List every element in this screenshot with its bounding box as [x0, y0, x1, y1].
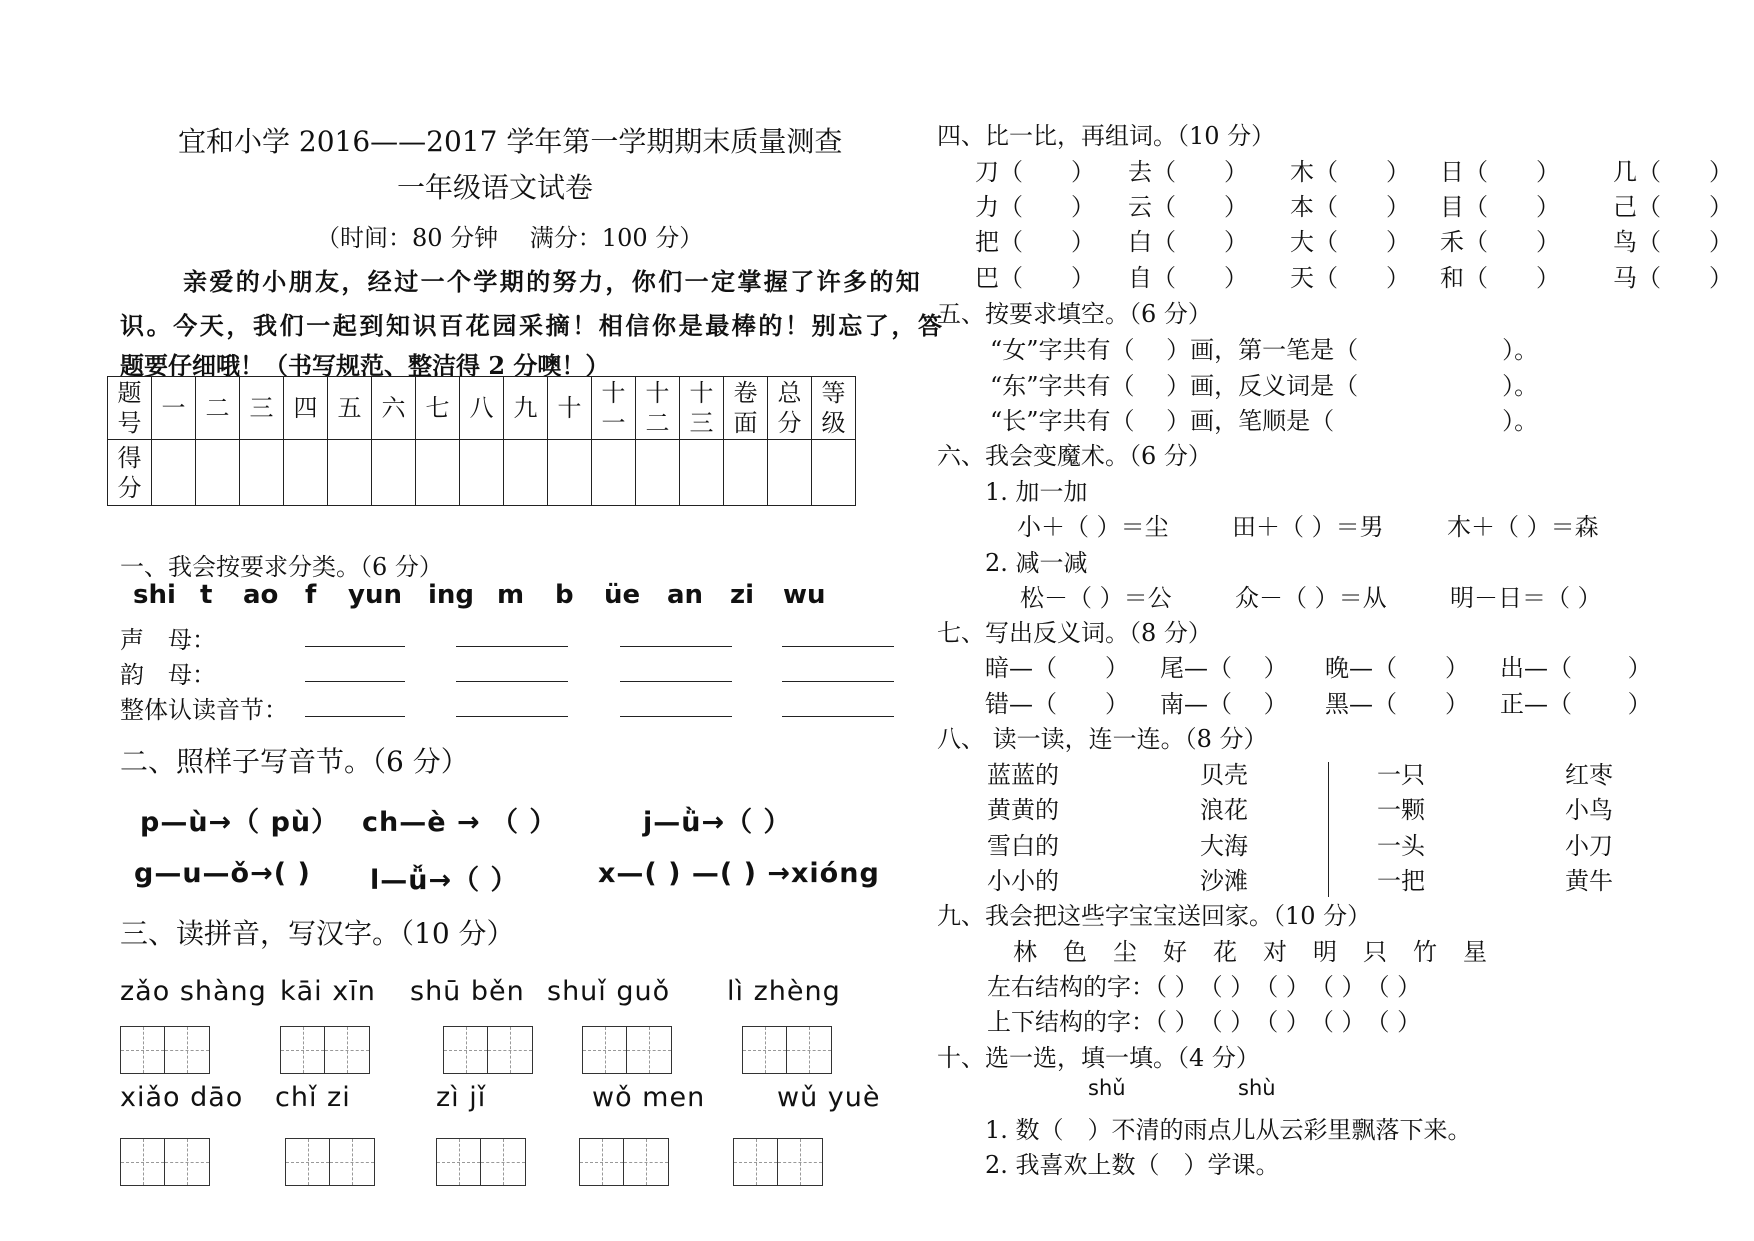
answer-line — [782, 681, 894, 682]
section-7-title: 七、写出反义词。（8 分） — [937, 619, 1212, 647]
answer-line — [620, 716, 732, 717]
score-header-cell: 三 — [240, 377, 284, 440]
grid-cell — [778, 1139, 822, 1185]
match-word: 黄牛 — [1565, 867, 1613, 895]
s9-chars: 林 色 尘 好 花 对 明 只 竹 星 — [1013, 938, 1488, 966]
word-pair-item: 己（ ） — [1613, 193, 1733, 221]
match-word: 小小的 — [987, 867, 1059, 895]
match-word: 红枣 — [1565, 761, 1613, 789]
pinyin-prompt: shuǐ guǒ — [547, 976, 671, 1007]
match-word: 一头 — [1377, 832, 1425, 860]
writing-grid — [436, 1138, 526, 1186]
answer-line — [782, 716, 894, 717]
antonym-item: 出—（ ） — [1500, 654, 1652, 682]
pinyin-prompt: wǒ men — [592, 1082, 706, 1113]
grid-cell — [580, 1139, 624, 1185]
score-header-cell: 九 — [504, 377, 548, 440]
grid-cell — [325, 1027, 369, 1073]
score-header-cell: 十二 — [636, 377, 680, 440]
score-header-cell: 二 — [196, 377, 240, 440]
score-cell — [196, 440, 240, 506]
pinyin-prompt: chǐ zi — [275, 1082, 351, 1113]
match-word: 一只 — [1377, 761, 1425, 789]
answer-line — [305, 646, 405, 647]
grid-cell — [787, 1027, 831, 1073]
pinyin-letter: üe — [604, 580, 641, 610]
intro-line-3: 题要仔细哦！（书写规范、整洁得 2 分噢！） — [120, 351, 610, 380]
word-pair-item: 马（ ） — [1613, 264, 1733, 292]
s6-sub-3-q: 明－日＝（ ） — [1450, 584, 1602, 612]
grid-cell — [165, 1139, 209, 1185]
match-word: 大海 — [1200, 832, 1248, 860]
answer-line — [456, 646, 568, 647]
score-cell — [328, 440, 372, 506]
word-pair-item: 云（ ） — [1128, 193, 1248, 221]
score-table — [107, 376, 856, 506]
section-1-title: 一、我会按要求分类。（6 分） — [120, 553, 443, 581]
s2-q4: l—ǚ→（ ） — [370, 865, 519, 896]
grid-cell — [583, 1027, 627, 1073]
intro-line-2: 识。今天，我们一起到知识百花园采摘！相信你是最棒的！别忘了，答 — [120, 311, 945, 340]
pinyin-letter: an — [667, 580, 704, 610]
match-word: 小鸟 — [1565, 796, 1613, 824]
word-pair-item: 白（ ） — [1128, 228, 1248, 256]
score-header-cell: 总分 — [768, 377, 812, 440]
score-cell — [636, 440, 680, 506]
match-word: 雪白的 — [987, 832, 1059, 860]
antonym-item: 黑—（ ） — [1325, 690, 1469, 718]
s5-line-3: “长”字共有（ ）画，笔顺是（ ）。 — [990, 407, 1539, 435]
antonym-item: 错—（ ） — [985, 690, 1129, 718]
exam-subtitle: 一年级语文试卷 — [397, 171, 594, 204]
label-initials: 声 母： — [120, 626, 216, 654]
score-header-cell: 八 — [460, 377, 504, 440]
section-9-title: 九、我会把这些字宝宝送回家。（10 分） — [937, 902, 1372, 930]
match-word: 蓝蓝的 — [987, 761, 1059, 789]
score-header-cell: 等级 — [812, 377, 856, 440]
match-word: 一把 — [1377, 867, 1425, 895]
section-6-title: 六、我会变魔术。（6 分） — [937, 442, 1212, 470]
s2-q1: ch—è → （ ） — [362, 807, 558, 838]
score-cell — [504, 440, 548, 506]
score-header-cell: 六 — [372, 377, 416, 440]
grid-cell — [627, 1027, 671, 1073]
answer-line — [620, 646, 732, 647]
s2-q2: j—ǜ→（ ） — [643, 807, 792, 838]
section-10-title: 十、选一选，填一填。（4 分） — [937, 1044, 1260, 1072]
pinyin-prompt: kāi xīn — [280, 976, 376, 1007]
label-whole-syllables: 整体认读音节： — [120, 696, 288, 724]
writing-grid — [582, 1026, 672, 1074]
section-3-title: 三、读拼音，写汉字。（10 分） — [120, 917, 515, 950]
pinyin-letter: ing — [428, 580, 475, 610]
word-pair-item: 天（ ） — [1290, 264, 1410, 292]
score-cell — [548, 440, 592, 506]
score-header-cell: 七 — [416, 377, 460, 440]
score-cell — [240, 440, 284, 506]
grid-cell — [281, 1027, 325, 1073]
grid-cell — [624, 1139, 668, 1185]
writing-grid — [443, 1026, 533, 1074]
s2-q3: g—u—ǒ→( ) — [134, 858, 311, 889]
writing-grid — [579, 1138, 669, 1186]
s10-pinyin-1: shǔ — [1088, 1076, 1126, 1100]
match-word: 贝壳 — [1200, 761, 1248, 789]
match-word: 小刀 — [1565, 832, 1613, 860]
score-cell — [812, 440, 856, 506]
s10-pinyin-2: shù — [1238, 1076, 1276, 1100]
s10-q2: 2. 我喜欢上数（ ）学课。 — [985, 1151, 1280, 1179]
word-pair-item: 木（ ） — [1290, 158, 1410, 186]
antonym-item: 正—（ ） — [1500, 690, 1652, 718]
score-header-cell: 五 — [328, 377, 372, 440]
match-word: 沙滩 — [1200, 867, 1248, 895]
answer-line — [456, 681, 568, 682]
pinyin-prompt: lì zhèng — [727, 976, 841, 1007]
score-cell — [768, 440, 812, 506]
s2-example: p—ù→（ pù） — [140, 807, 340, 838]
match-word: 浪花 — [1200, 796, 1248, 824]
section-4-title: 四、比一比，再组词。（10 分） — [937, 122, 1276, 150]
s5-line-2: “东”字共有（ ）画，反义词是（ ）。 — [990, 372, 1539, 400]
pinyin-letter: yun — [348, 580, 402, 610]
section-5-title: 五、按要求填空。（6 分） — [937, 300, 1212, 328]
score-cell — [460, 440, 504, 506]
word-pair-item: 大（ ） — [1290, 228, 1410, 256]
score-cell — [724, 440, 768, 506]
s6-sub-1: 1. 加一加 — [985, 478, 1088, 506]
s6-sub-2: 2. 减一减 — [985, 549, 1088, 577]
writing-grid — [120, 1138, 210, 1186]
score-cell — [592, 440, 636, 506]
word-pair-item: 和（ ） — [1440, 264, 1560, 292]
score-cell — [152, 440, 196, 506]
writing-grid — [733, 1138, 823, 1186]
pinyin-letter: zi — [730, 580, 755, 610]
word-pair-item: 自（ ） — [1128, 264, 1248, 292]
score-header-cell: 一 — [152, 377, 196, 440]
score-header-cell: 十一 — [592, 377, 636, 440]
answer-line — [305, 681, 405, 682]
grid-cell — [481, 1139, 525, 1185]
match-word: 一颗 — [1377, 796, 1425, 824]
word-pair-item: 目（ ） — [1440, 193, 1560, 221]
intro-line-1: 亲爱的小朋友，经过一个学期的努力，你们一定掌握了许多的知 — [183, 267, 923, 296]
s6-sub-1-q: 松－（ ）＝公 — [1020, 584, 1172, 612]
s5-line-1: “女”字共有（ ）画，第一笔是（ ）。 — [990, 336, 1539, 364]
word-pair-item: 日（ ） — [1440, 158, 1560, 186]
pinyin-prompt: shū běn — [410, 976, 525, 1007]
section-8-title: 八、 读一读，连一连。（8 分） — [937, 725, 1268, 753]
writing-grid — [120, 1026, 210, 1074]
answer-line — [305, 716, 405, 717]
answer-line — [782, 646, 894, 647]
s6-add-3: 木＋（ ）＝森 — [1447, 513, 1599, 541]
grid-cell — [165, 1027, 209, 1073]
score-header-cell: 四 — [284, 377, 328, 440]
s6-sub-2-q: 众－（ ）＝从 — [1235, 584, 1387, 612]
s9-left-right: 左右结构的字：（ ） （ ） （ ） （ ） （ ） — [987, 973, 1422, 1001]
pinyin-letter: shi — [133, 580, 176, 610]
pinyin-prompt: zì jǐ — [436, 1082, 487, 1113]
pinyin-letter: t — [200, 580, 213, 610]
word-pair-item: 巴（ ） — [975, 264, 1095, 292]
writing-grid — [742, 1026, 832, 1074]
antonym-item: 暗—（ ） — [985, 654, 1129, 682]
word-pair-item: 禾（ ） — [1440, 228, 1560, 256]
pinyin-letter: ao — [243, 580, 279, 610]
word-pair-item: 本（ ） — [1290, 193, 1410, 221]
match-word: 黄黄的 — [987, 796, 1059, 824]
pinyin-prompt: xiǎo dāo — [120, 1082, 244, 1113]
grid-cell — [330, 1139, 374, 1185]
divider-line — [1328, 762, 1329, 897]
grid-cell — [286, 1139, 330, 1185]
score-cell — [416, 440, 460, 506]
score-header-cell: 十三 — [680, 377, 724, 440]
writing-grid — [280, 1026, 370, 1074]
s6-add-1: 小＋（ ）＝尘 — [1017, 513, 1169, 541]
grid-cell — [488, 1027, 532, 1073]
word-pair-item: 几（ ） — [1613, 158, 1733, 186]
score-header-cell: 卷面 — [724, 377, 768, 440]
score-cell — [680, 440, 724, 506]
grid-cell — [444, 1027, 488, 1073]
label-finals: 韵 母： — [120, 661, 216, 689]
score-label-cell: 得分 — [108, 440, 152, 506]
section-2-title: 二、照样子写音节。（6 分） — [120, 745, 469, 778]
s10-q1: 1. 数（ ）不清的雨点儿从云彩里飘落下来。 — [985, 1116, 1472, 1144]
word-pair-item: 去（ ） — [1128, 158, 1248, 186]
grid-cell — [743, 1027, 787, 1073]
score-header-cell: 十 — [548, 377, 592, 440]
writing-grid — [285, 1138, 375, 1186]
antonym-item: 南—（ ） — [1160, 690, 1288, 718]
grid-cell — [437, 1139, 481, 1185]
antonym-item: 尾—（ ） — [1160, 654, 1288, 682]
exam-info: （时间：80 分钟 满分：100 分） — [316, 224, 704, 252]
pinyin-letter: m — [497, 580, 525, 610]
grid-cell — [121, 1139, 165, 1185]
exam-title: 宜和小学 2016——2017 学年第一学期期末质量测查 — [178, 125, 843, 158]
grid-cell — [734, 1139, 778, 1185]
answer-line — [456, 716, 568, 717]
word-pair-item: 力（ ） — [975, 193, 1095, 221]
pinyin-prompt: zǎo shàng — [120, 976, 267, 1007]
score-cell — [284, 440, 328, 506]
antonym-item: 晚—（ ） — [1325, 654, 1469, 682]
s9-top-bottom: 上下结构的字：（ ） （ ） （ ） （ ） （ ） — [987, 1008, 1422, 1036]
pinyin-prompt: wǔ yuè — [777, 1082, 881, 1113]
s6-add-2: 田＋（ ）＝男 — [1232, 513, 1384, 541]
pinyin-letter: wu — [783, 580, 826, 610]
pinyin-letter: f — [305, 580, 317, 610]
word-pair-item: 鸟（ ） — [1613, 228, 1733, 256]
answer-line — [620, 681, 732, 682]
pinyin-letter: b — [555, 580, 574, 610]
word-pair-item: 把（ ） — [975, 228, 1095, 256]
grid-cell — [121, 1027, 165, 1073]
score-header-cell: 题号 — [108, 377, 152, 440]
s2-q5: x—( ) —( ) →xióng — [598, 858, 880, 889]
score-cell — [372, 440, 416, 506]
word-pair-item: 刀（ ） — [975, 158, 1095, 186]
